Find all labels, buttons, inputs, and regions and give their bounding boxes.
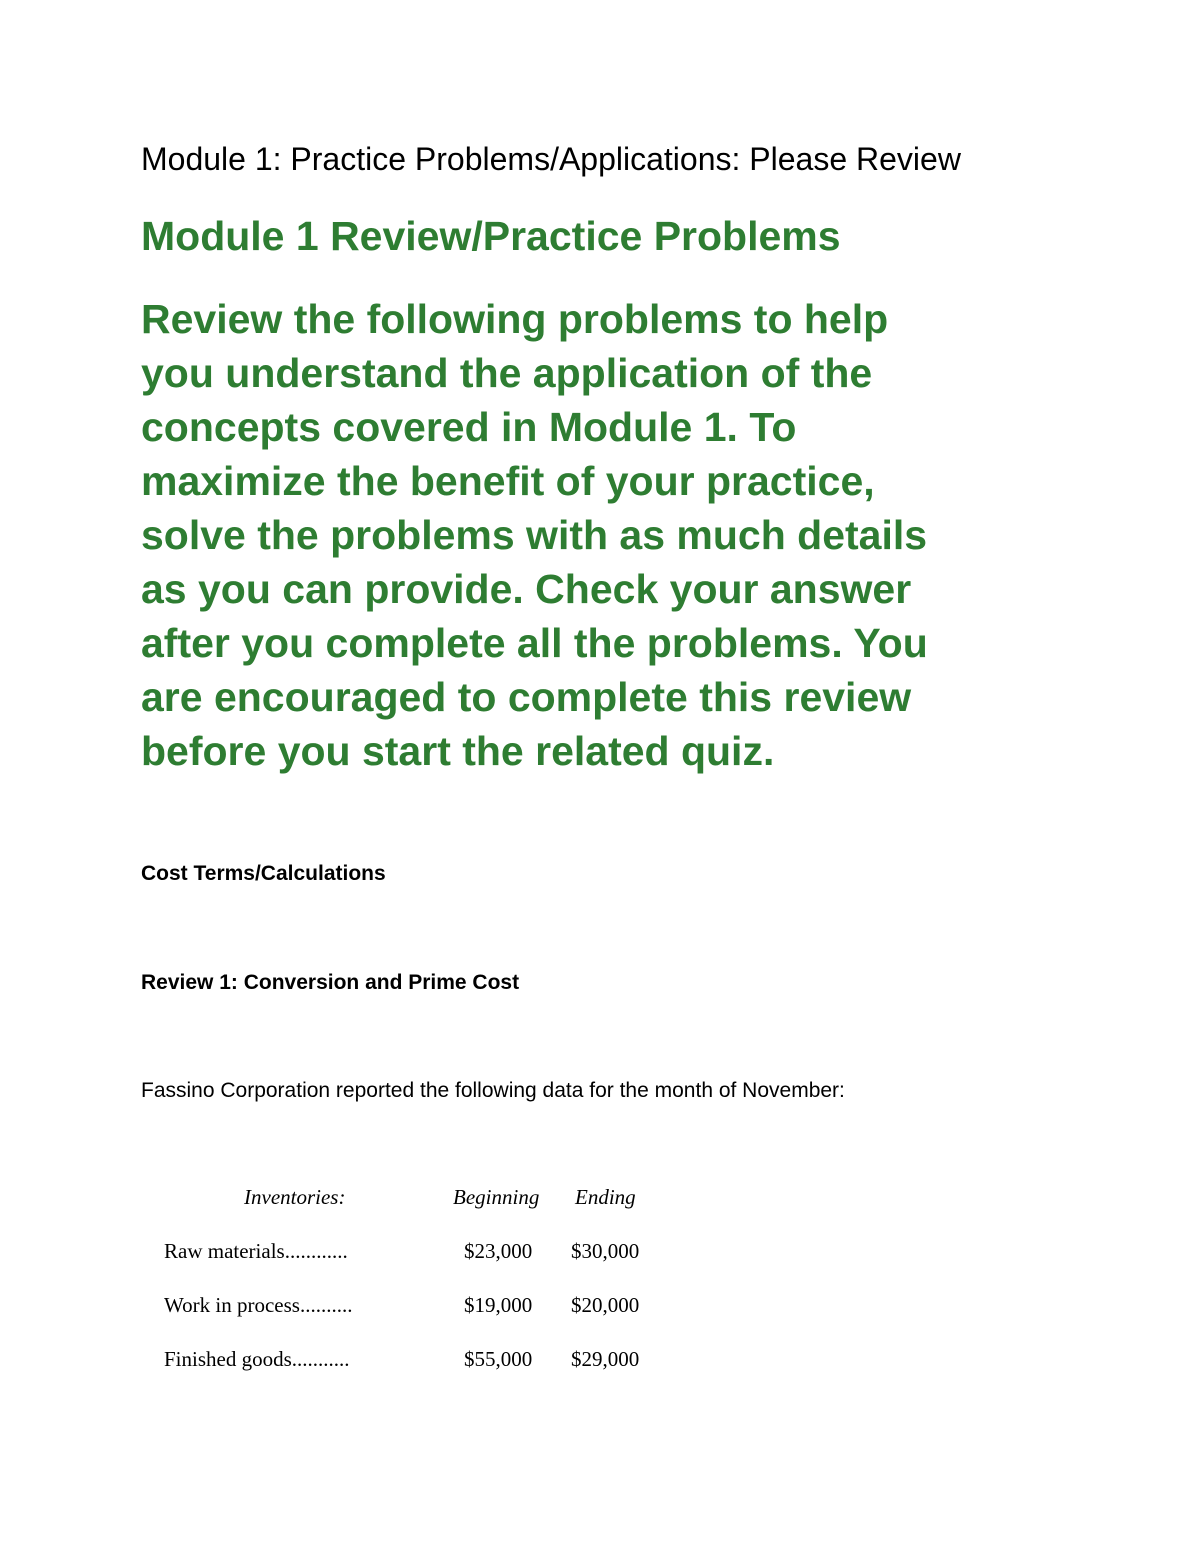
intro-line: concepts covered in Module 1. To: [141, 404, 797, 450]
table-row: [164, 1293, 664, 1347]
ending-value: $30,000: [571, 1239, 640, 1263]
table-row: [164, 1347, 664, 1401]
intro-line: after you complete all the problems. You: [141, 620, 928, 666]
beginning-value: $23,000: [464, 1239, 533, 1263]
review-heading: Module 1 Review/Practice Problems: [141, 213, 841, 259]
review-title: Review 1: Conversion and Prime Cost: [141, 971, 520, 994]
document-title: Module 1: Practice Problems/Applications: Please Review: [141, 141, 961, 177]
intro-paragraph: [141, 292, 1061, 778]
row-label: Work in process..........: [164, 1293, 353, 1317]
intro-line: are encouraged to complete this review: [141, 674, 912, 720]
beginning-value: $19,000: [464, 1293, 533, 1317]
ending-value: $29,000: [571, 1347, 640, 1371]
row-label: Raw materials............: [164, 1239, 348, 1263]
inventory-table: [164, 1185, 664, 1401]
header-beginning: Beginning: [453, 1185, 540, 1209]
header-inventories: Inventories:: [244, 1185, 346, 1209]
intro-line: maximize the benefit of your practice,: [141, 458, 875, 504]
section-title: Cost Terms/Calculations: [141, 862, 386, 885]
ending-value: $20,000: [571, 1293, 640, 1317]
intro-line: before you start the related quiz.: [141, 728, 775, 774]
table-header-row: [164, 1185, 664, 1239]
intro-line: Review the following problems to help: [141, 296, 889, 342]
intro-line: you understand the application of the: [141, 350, 873, 396]
table-row: [164, 1239, 664, 1293]
intro-line: solve the problems with as much details: [141, 512, 928, 558]
header-ending: Ending: [575, 1185, 636, 1209]
problem-paragraph: Fassino Corporation reported the following data for the month of November:: [141, 1079, 845, 1102]
beginning-value: $55,000: [464, 1347, 533, 1371]
intro-line: as you can provide. Check your answer: [141, 566, 912, 612]
row-label: Finished goods...........: [164, 1347, 350, 1371]
